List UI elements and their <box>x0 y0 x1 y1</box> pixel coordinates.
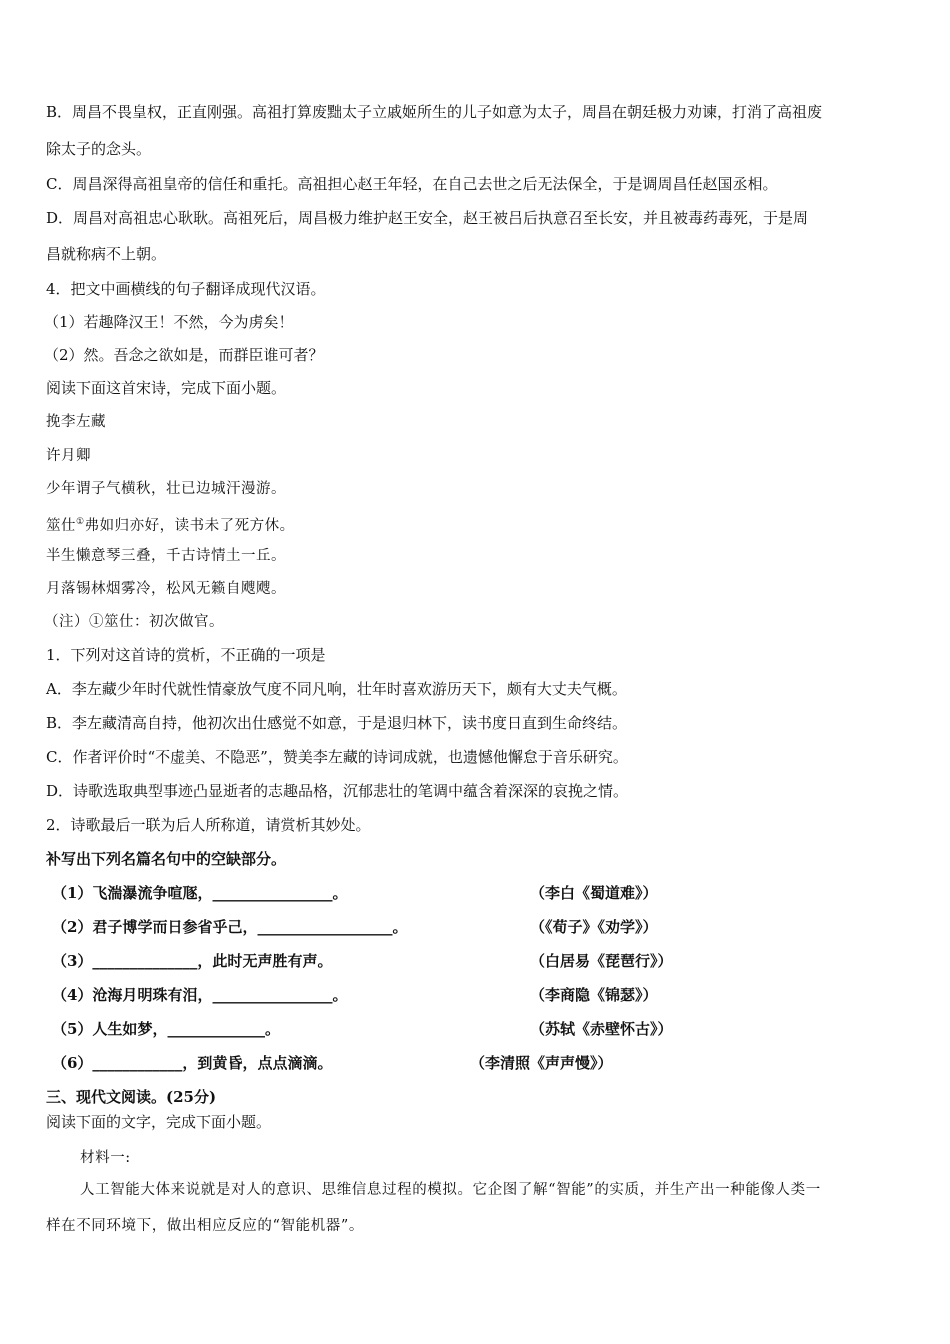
fill-source-5: （苏轼《赤壁怀古》） <box>530 1020 673 1038</box>
material-label: 材料一: <box>80 1150 131 1166</box>
q3-option-d-line2: 昌就称病不上朝。 <box>46 245 167 263</box>
fill-item-1: （1）飞湍瀑流争喧豗，________________。 <box>52 884 348 902</box>
q3-option-c: C．周昌深得高祖皇帝的信任和重托。高祖担心赵王年轻，在自己去世之后无法保全，于是调周昌任赵国丞相。 <box>46 175 778 193</box>
poem-option-c: C．作者评价时“不虚美、不隐恶”，赞美李左藏的诗词成就，也遗憾他懈怠于音乐研究。 <box>46 748 628 766</box>
q4-sentence-1: （1）若趣降汉王！不然，今为虏矣！ <box>44 313 294 331</box>
poem-question-1: 1．下列对这首诗的赏析，不正确的一项是 <box>46 646 326 664</box>
fill-item-3: （3）______________，此时无声胜有声。 <box>52 952 333 970</box>
poem-intro: 阅读下面这首宋诗，完成下面小题。 <box>46 379 287 397</box>
fill-source-2: （《荀子》《劝学》） <box>530 918 658 936</box>
section3-intro: 阅读下面的文字，完成下面小题。 <box>46 1113 272 1131</box>
q4-prompt: 4．把文中画横线的句子翻译成现代汉语。 <box>46 280 326 298</box>
fill-item-5: （5）人生如梦，_____________。 <box>52 1020 280 1038</box>
fill-source-4: （李商隐《锦瑟》） <box>530 986 658 1004</box>
footnote-mark: ① <box>76 517 85 527</box>
fill-source-3: （白居易《琵琶行》） <box>530 952 673 970</box>
poem-line-1: 少年谓子气横秋，壮已边城汗漫游。 <box>46 481 286 497</box>
poem-line-4: 月落锡林烟雾冷，松风无籁自飕飕。 <box>46 581 286 597</box>
poem-title: 挽李左藏 <box>46 414 106 430</box>
fill-source-6: （李清照《声声慢》） <box>470 1054 613 1072</box>
poem-note: （注）①筮仕：初次做官。 <box>44 614 224 630</box>
fill-item-4: （4）沧海月明珠有泪，________________。 <box>52 986 348 1004</box>
q3-option-b-line2: 除太子的念头。 <box>46 140 152 158</box>
poem-option-d: D．诗歌选取典型事迹凸显逝者的志趣品格，沉郁悲壮的笔调中蕴含着深深的哀挽之情。 <box>46 782 629 800</box>
section3-heading: 三、现代文阅读。(25分) <box>46 1088 217 1106</box>
fill-heading: 补写出下列名篇名句中的空缺部分。 <box>46 850 287 868</box>
fill-item-6: （6）____________，到黄昏，点点滴滴。 <box>52 1054 333 1072</box>
poem-option-b: B．李左藏清高自持，他初次出仕感觉不如意，于是退归林下，读书度日直到生命终结。 <box>46 714 628 732</box>
fill-source-1: （李白《蜀道难》） <box>530 884 658 902</box>
poem-author: 许月卿 <box>46 448 91 464</box>
poem-question-2: 2．诗歌最后一联为后人所称道，请赏析其妙处。 <box>46 816 371 834</box>
q3-option-b-line1: B．周昌不畏皇权，正直刚强。高祖打算废黜太子立戚姬所生的儿子如意为太子，周昌在朝廷极力劝谏，打消了高祖废 <box>46 103 823 121</box>
q3-option-d-line1: D．周昌对高祖忠心耿耿。高祖死后，周昌极力维护赵王安全，赵王被吕后执意召至长安，并且被毒药毒死，于是周 <box>46 209 809 227</box>
poem-line-2: 筮仕①弗如归亦好，读书未了死方休。 <box>46 517 295 534</box>
q4-sentence-2: （2）然。吾念之欲如是，而群臣谁可者？ <box>44 346 324 364</box>
material-para-line2: 样在不同环境下，做出相应反应的“智能机器”。 <box>46 1218 365 1234</box>
material-para-line1: 人工智能大体来说就是对人的意识、思维信息过程的模拟。它企图了解“智能”的实质，并生产出一种能像人类一 <box>80 1182 821 1198</box>
poem-option-a: A．李左藏少年时代就性情豪放气度不同凡响，壮年时喜欢游历天下，颇有大丈夫气概。 <box>46 680 627 698</box>
fill-item-2: （2）君子博学而日参省乎己，__________________。 <box>52 918 408 936</box>
poem-line-3: 半生懒意琴三叠，千古诗情土一丘。 <box>46 548 286 564</box>
